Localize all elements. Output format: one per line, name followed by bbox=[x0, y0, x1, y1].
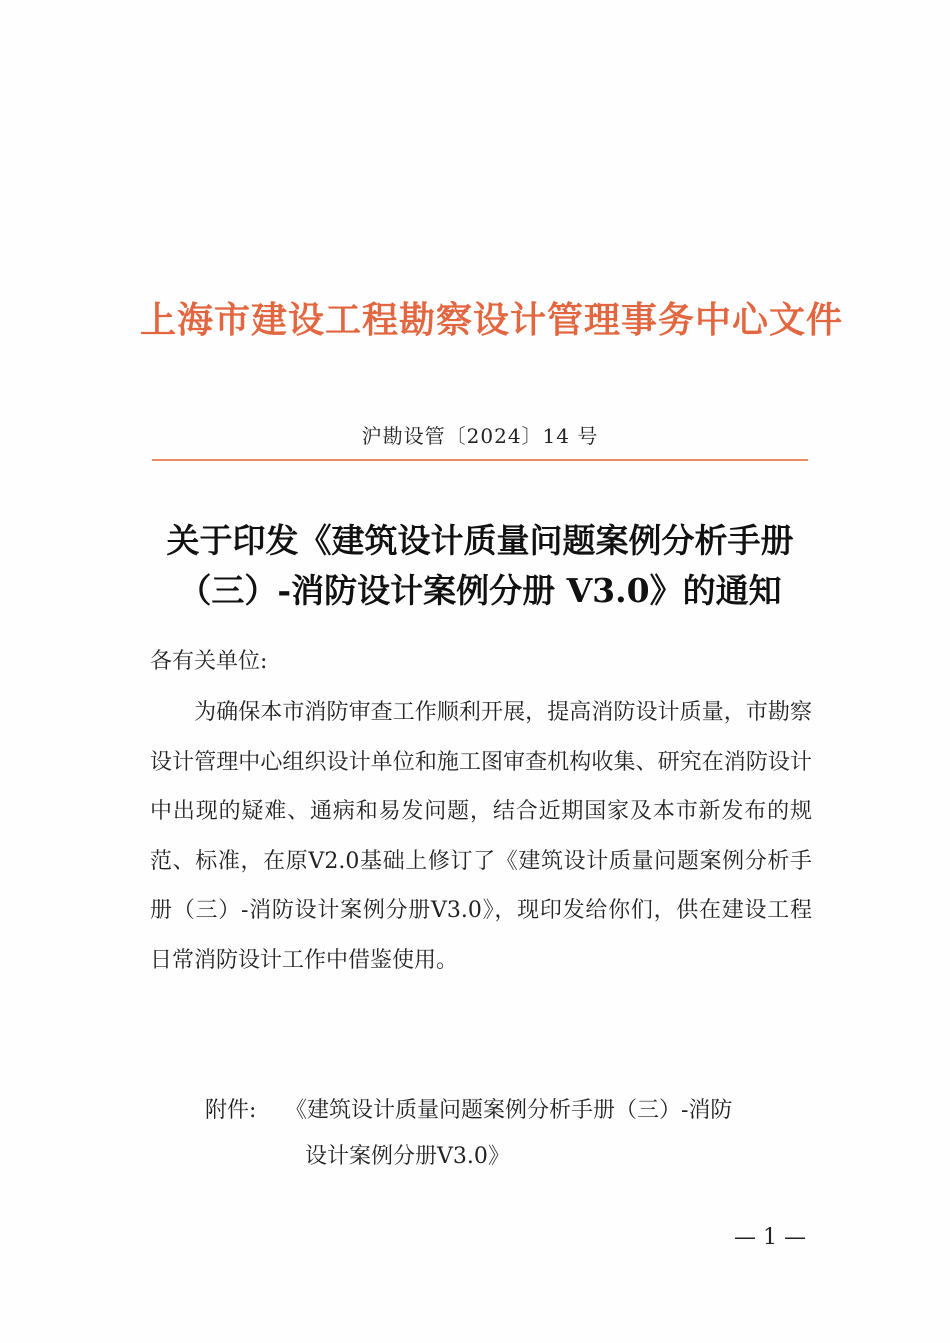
notice-title-line-2: （三）-消防设计案例分册 V3.0》的通知 bbox=[178, 571, 782, 610]
attachment-line-1: 《建筑设计质量问题案例分析手册（三）-消防 bbox=[285, 1098, 733, 1123]
notice-title bbox=[140, 516, 820, 616]
attachment-block bbox=[205, 1088, 810, 1180]
attachment-label: 附件: bbox=[205, 1098, 257, 1123]
body-paragraph bbox=[150, 688, 812, 985]
attachment-line-2: 设计案例分册V3.0》 bbox=[305, 1144, 510, 1169]
body-paragraph-text: 为确保本市消防审查工作顺利开展，提高消防设计质量，市勘察设计管理中心组织设计单位和施工图审查机构收集、研究在消防设计中出现的疑难、通病和易发问题，结合近期国家及本市新发布的规范、标准，在原V2.0基础上修订了《建筑设计质量问题案例分析手册（三）-消防设计案例分册V3.0》，现印发给你们，供在建设工程日常消防设计工作中借鉴使用。 bbox=[150, 700, 812, 973]
attachment-text bbox=[285, 1088, 810, 1180]
document-number: 沪勘设管〔2024〕14 号 bbox=[361, 424, 599, 448]
page-number: — 1 — bbox=[734, 1225, 806, 1250]
salutation: 各有关单位: bbox=[150, 649, 268, 674]
notice-title-line-1: 关于印发《建筑设计质量问题案例分析手册 bbox=[166, 521, 794, 560]
masthead-title: 上海市建设工程勘察设计管理事务中心文件 bbox=[140, 300, 844, 341]
red-divider-line bbox=[152, 459, 808, 461]
